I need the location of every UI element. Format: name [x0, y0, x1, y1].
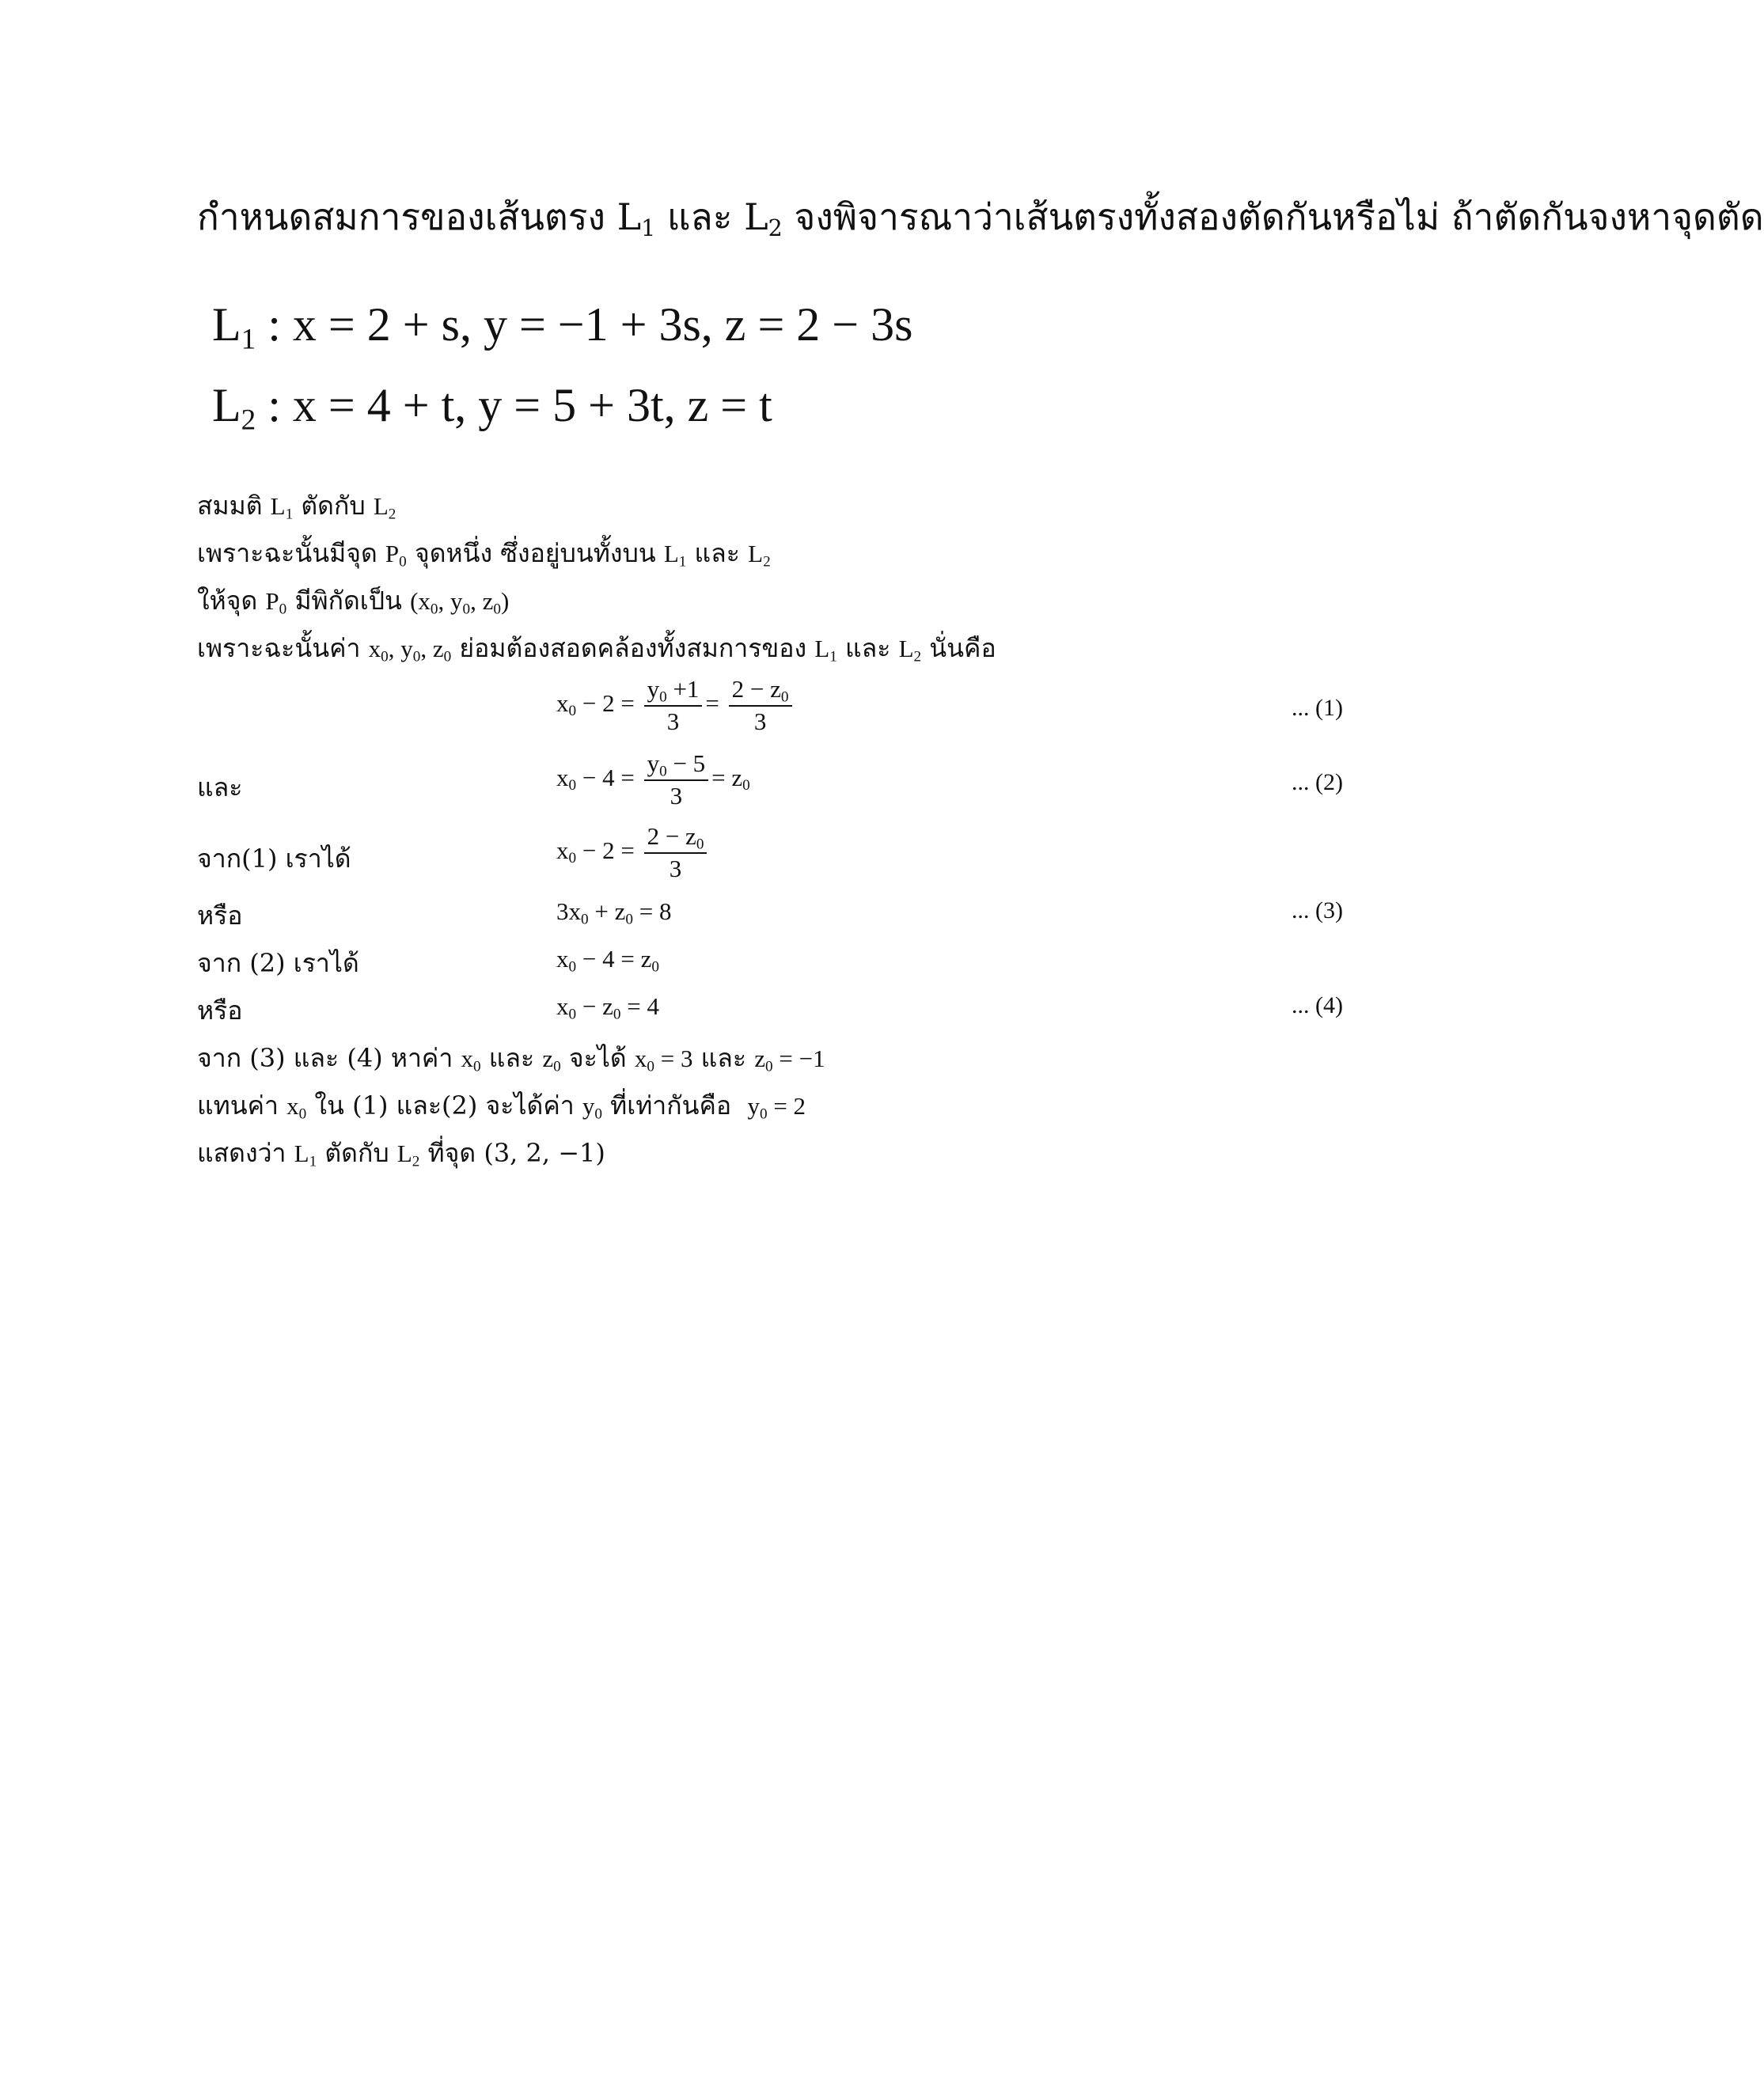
line-L2-equation: $L_2$ : x = 4 + t, y = 5 + 3t, z = t	[212, 379, 772, 437]
equation-from-2: $x_0 - 4 = z_0$	[556, 945, 659, 976]
or-label-2: หรือ	[197, 995, 243, 1026]
or-label-1: หรือ	[197, 901, 243, 931]
equation-2: $x_0 - 4$ = $\frac{y_0 - 5}{3}$ = $z_0$	[556, 749, 750, 810]
line-L2-label: $L_2$	[744, 195, 783, 241]
equation-from-1: $x_0 - 2$ = $\frac{2 - z_0}{3}$	[556, 821, 710, 885]
point-line: เพราะฉะนั้นมีจุด $P_0$ จุดหนึ่ง ซึ่งอยู่บนทั้งบน $L_1$ และ $L_2$	[197, 538, 771, 571]
satisfy-line: เพราะฉะนั้นค่า $x_0$, $y_0$, $z_0$ ย่อมต้องสอดคล้องทั้งสมการของ $L_1$ และ $L_2$ นั่นคือ	[197, 633, 996, 666]
equation-1: $x_0 - 2$ = $\frac{y_0 +1}{3}$ = $\frac{2 - z_0}{3}$	[556, 674, 795, 738]
equation-4: $x_0 - z_0 = 4$	[556, 992, 659, 1023]
from-1-label: จาก(1) เราได้	[197, 844, 351, 874]
equation-number-1: ... (1)	[1292, 695, 1343, 721]
line-L1-label: $L_1$	[616, 195, 656, 241]
assumption-line: สมมติ $L_1$ ตัดกับ $L_2$	[197, 491, 396, 523]
equation-number-3: ... (3)	[1292, 897, 1343, 923]
solve-line: จาก (3) และ (4) หาค่า $x_0$ และ $z_0$ จะได้ $x_0 = 3$ และ $z_0 = -1$	[197, 1043, 825, 1075]
equation-3: $3x_0 + z_0 = 8$	[556, 897, 672, 928]
conclusion-line: แสดงว่า $L_1$ ตัดกับ $L_2$ ที่จุด (3, 2, −1)	[197, 1138, 605, 1170]
equation-number-2: ... (2)	[1292, 769, 1343, 795]
problem-statement: กำหนดสมการของเส้นตรง $L_1$ และ $L_2$ จงพิจารณาว่าเส้นตรงทั้งสองตัดกันหรือไม่ ถ้าตัดกันจงหาจุดตัด	[197, 195, 1764, 241]
coordinate-line: ให้จุด $P_0$ มีพิกัดเป็น ($x_0$, $y_0$, $z_0$)	[197, 586, 510, 618]
equation-number-4: ... (4)	[1292, 992, 1343, 1018]
substitute-line: แทนค่า $x_0$ ใน (1) และ(2) จะได้ค่า $y_0$ ที่เท่ากันคือ $y_0 = 2$	[197, 1090, 806, 1123]
and-label: และ	[197, 772, 243, 802]
line-L1-equation: $L_1$ : x = 2 + s, y = −1 + 3s, z = 2 − 3s	[212, 298, 913, 356]
from-2-label: จาก (2) เราได้	[197, 948, 359, 978]
